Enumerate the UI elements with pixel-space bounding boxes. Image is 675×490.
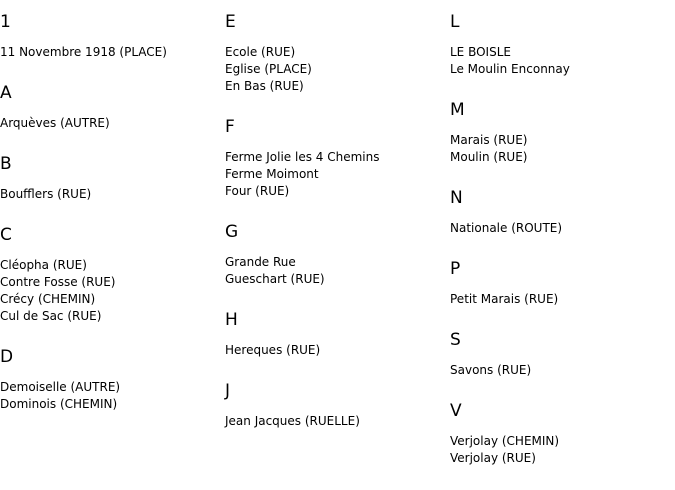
letter-section (225, 369, 445, 440)
letter-section (225, 0, 445, 105)
street-list-item (0, 186, 220, 203)
street-list (0, 103, 220, 132)
street-link[interactable]: Dominois (CHEMIN) (0, 397, 118, 411)
street-link[interactable]: Four (RUE) (225, 184, 290, 198)
street-link[interactable]: En Bas (RUE) (225, 79, 304, 93)
street-list (225, 330, 445, 359)
section-spacer (225, 95, 445, 105)
letter-section (0, 335, 220, 423)
street-list-item (225, 44, 445, 61)
street-link[interactable]: Arquèves (AUTRE) (0, 116, 110, 130)
street-list (0, 245, 220, 325)
street-list-item (450, 44, 670, 61)
street-list-item (450, 220, 670, 237)
street-link[interactable]: Cul de Sac (RUE) (0, 309, 102, 323)
letter-heading: E (225, 12, 236, 32)
street-link[interactable]: Grande Rue (225, 255, 296, 269)
street-list-item (0, 274, 220, 291)
section-spacer (0, 325, 220, 335)
section-spacer (0, 132, 220, 142)
section-spacer (0, 413, 220, 423)
section-spacer (450, 308, 670, 318)
letter-heading: A (0, 83, 12, 103)
street-list (225, 401, 445, 430)
section-spacer (225, 200, 445, 210)
section-spacer (0, 61, 220, 71)
letter-section (225, 210, 445, 298)
letter-heading: C (0, 225, 12, 245)
street-link[interactable]: Jean Jacques (RUELLE) (225, 414, 360, 428)
street-link[interactable]: LE BOISLE (450, 45, 511, 59)
street-list-item (225, 149, 445, 166)
letter-heading: 1 (0, 12, 11, 32)
street-link[interactable]: Cléopha (RUE) (0, 258, 87, 272)
street-link[interactable]: Eglise (PLACE) (225, 62, 312, 76)
street-list (450, 421, 670, 467)
street-list (225, 137, 445, 200)
letter-section (450, 0, 670, 88)
street-link[interactable]: Moulin (RUE) (450, 150, 528, 164)
section-spacer (225, 359, 445, 369)
section-spacer (225, 430, 445, 440)
letter-section (450, 389, 670, 477)
street-list-item (450, 291, 670, 308)
street-link[interactable]: Crécy (CHEMIN) (0, 292, 96, 306)
letter-heading: H (225, 310, 238, 330)
letter-heading: L (450, 12, 460, 32)
street-list-item (0, 115, 220, 132)
street-list-item (225, 61, 445, 78)
street-list-item (225, 78, 445, 95)
street-list-item (450, 132, 670, 149)
street-list-item (0, 396, 220, 413)
street-link[interactable]: Savons (RUE) (450, 363, 532, 377)
street-list (225, 32, 445, 95)
section-spacer (450, 467, 670, 477)
street-list-item (225, 166, 445, 183)
letter-heading: P (450, 259, 461, 279)
street-link[interactable]: Hereques (RUE) (225, 343, 321, 357)
street-list (225, 242, 445, 288)
letter-heading: F (225, 117, 235, 137)
street-list-item (0, 379, 220, 396)
street-list (450, 120, 670, 166)
letter-heading: B (0, 154, 12, 174)
street-link[interactable]: Verjolay (RUE) (450, 451, 536, 465)
street-list-item (450, 362, 670, 379)
street-list-item (225, 413, 445, 430)
street-list-item (0, 257, 220, 274)
letter-section (450, 176, 670, 247)
street-link[interactable]: Marais (RUE) (450, 133, 528, 147)
street-link[interactable]: Boufflers (RUE) (0, 187, 92, 201)
letter-heading: G (225, 222, 239, 242)
street-list (450, 279, 670, 308)
street-list-item (450, 450, 670, 467)
street-link[interactable]: Demoiselle (AUTRE) (0, 380, 121, 394)
letter-section (225, 105, 445, 210)
street-index-column-1 (0, 0, 220, 423)
letter-heading: J (225, 381, 231, 401)
street-list-item (225, 183, 445, 200)
street-index-column-2 (225, 0, 445, 440)
section-spacer (450, 166, 670, 176)
section-spacer (0, 203, 220, 213)
street-link[interactable]: Nationale (ROUTE) (450, 221, 563, 235)
letter-heading: V (450, 401, 462, 421)
street-list-item (450, 61, 670, 78)
street-list-item (0, 308, 220, 325)
street-list (0, 367, 220, 413)
street-list (450, 32, 670, 78)
street-list-item (450, 149, 670, 166)
street-link[interactable]: Le Moulin Enconnay (450, 62, 570, 76)
letter-section (0, 213, 220, 335)
letter-heading: M (450, 100, 465, 120)
street-index-column-3 (450, 0, 670, 477)
street-list-item (0, 291, 220, 308)
section-spacer (225, 288, 445, 298)
street-list (0, 174, 220, 203)
street-link[interactable]: Ecole (RUE) (225, 45, 296, 59)
street-list-item (225, 342, 445, 359)
letter-heading: D (0, 347, 14, 367)
street-link[interactable]: Gueschart (RUE) (225, 272, 325, 286)
street-list (450, 350, 670, 379)
street-link[interactable]: Petit Marais (RUE) (450, 292, 559, 306)
letter-heading: S (450, 330, 461, 350)
street-list-item (225, 254, 445, 271)
letter-section (0, 71, 220, 142)
letter-heading: N (450, 188, 463, 208)
section-spacer (450, 78, 670, 88)
letter-section (0, 0, 220, 71)
section-spacer (450, 237, 670, 247)
street-list (450, 208, 670, 237)
street-link[interactable]: Ferme Jolie les 4 Chemins (225, 150, 380, 164)
street-link[interactable]: 11 Novembre 1918 (PLACE) (0, 45, 167, 59)
section-spacer (450, 379, 670, 389)
letter-section (450, 318, 670, 389)
letter-section (450, 88, 670, 176)
letter-section (225, 298, 445, 369)
street-list (0, 32, 220, 61)
street-link[interactable]: Contre Fosse (RUE) (0, 275, 116, 289)
street-list-item (225, 271, 445, 288)
street-list-item (450, 433, 670, 450)
street-list-item (0, 44, 220, 61)
letter-section (450, 247, 670, 318)
street-link[interactable]: Ferme Moimont (225, 167, 319, 181)
street-link[interactable]: Verjolay (CHEMIN) (450, 434, 560, 448)
letter-section (0, 142, 220, 213)
